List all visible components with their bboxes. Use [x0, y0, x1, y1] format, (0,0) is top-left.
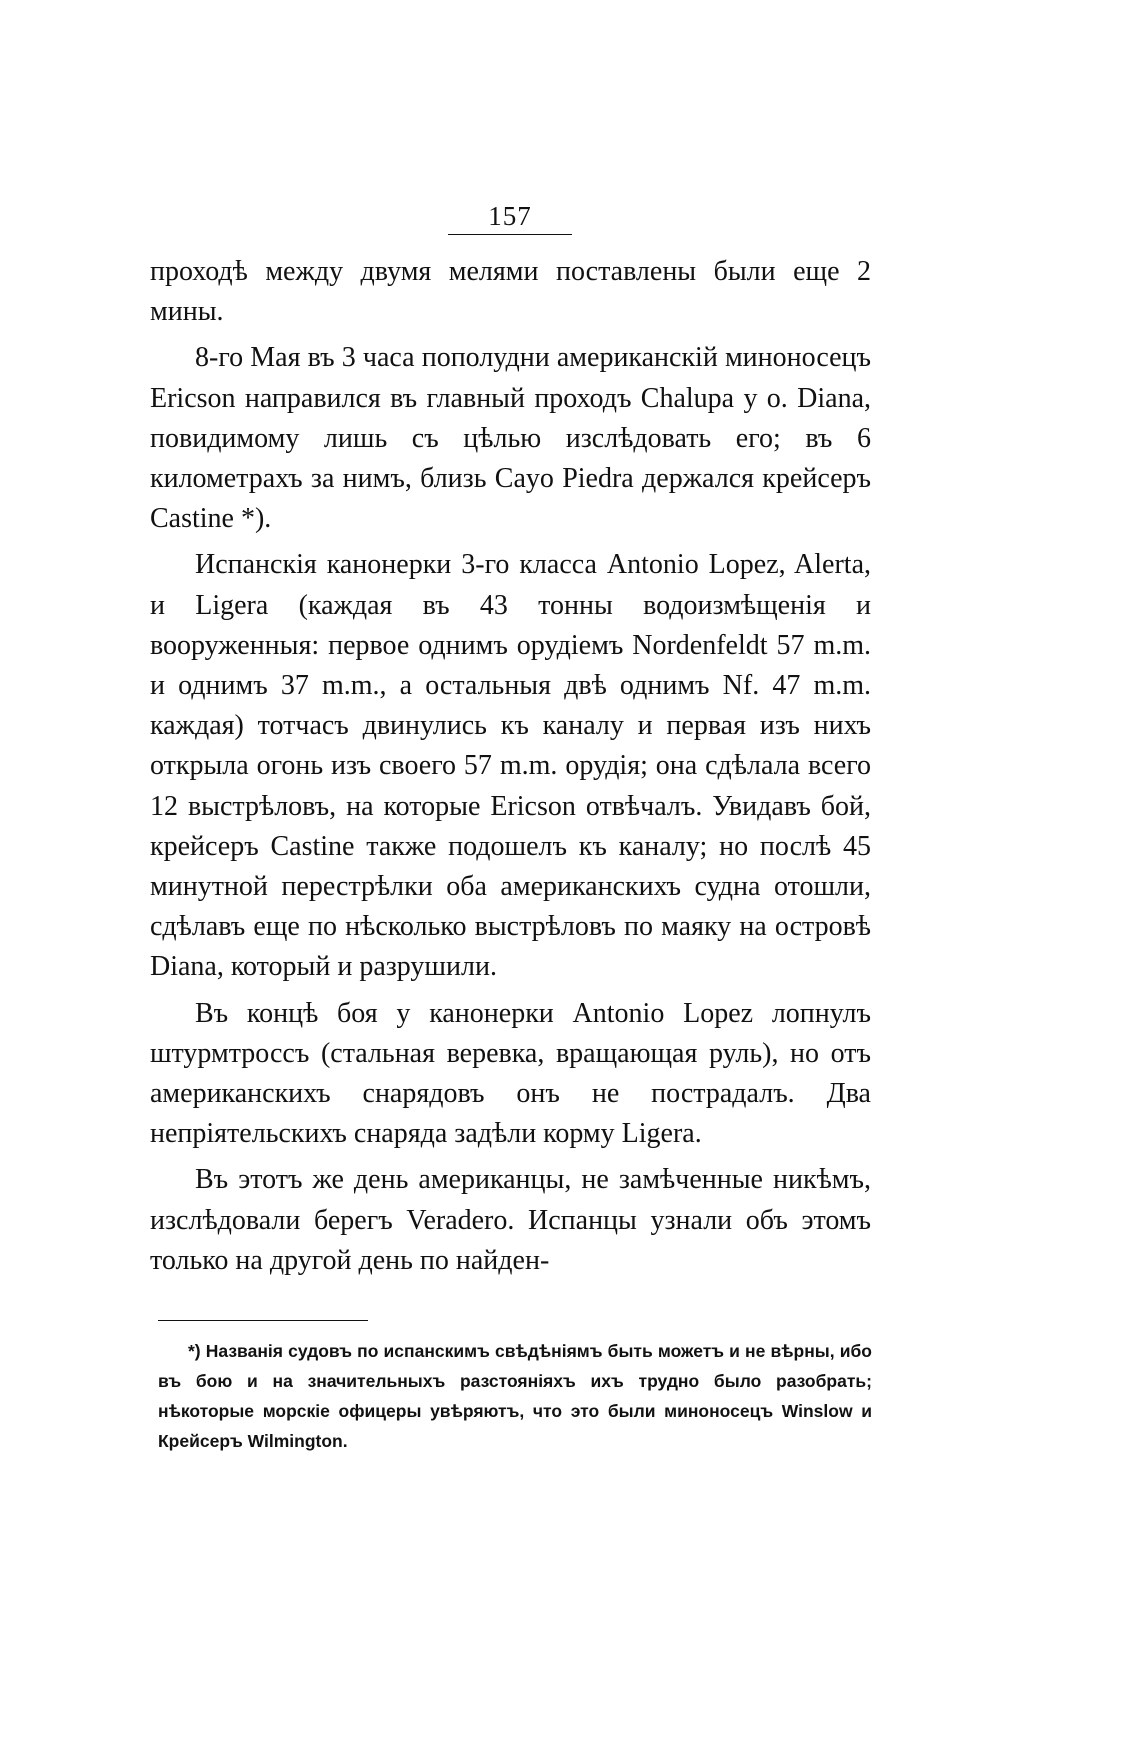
page-number: 157 [488, 201, 532, 231]
paragraph: 8-го Мая въ 3 часа пополудни американскій миноносецъ Ericson направился въ главный проходъ Chalupa у о. Diana, повидимому лишь съ цѣлью изслѣдовать его; въ 6 километрахъ за нимъ, близь Cayo Piedra держался крейсеръ Castine *). [150, 342, 871, 535]
footnote-rule [158, 1320, 368, 1321]
paragraph: Испанскія канонерки 3-го класса Antonio Lopez, Alerta, и Ligera (каждая въ 43 тонны водоизмѣщенія и вооруженныя: первое однимъ орудіемъ Nordenfeldt 57 m.m. и однимъ 37 m.m., а остальныя двѣ однимъ Nf. 47 m.m. каждая) тотчасъ двинулись къ каналу и первая изъ нихъ открыла огонь изъ своего 57 m.m. орудія; она сдѣлала всего 12 выстрѣловъ, на которые Ericson отвѣчалъ. Увидавъ бой, крейсеръ Castine также подошелъ къ каналу; но послѣ 45 минутной перестрѣлки оба американскихъ судна отошли, сдѣлавъ еще по нѣсколько выстрѣловъ по маяку на островѣ Diana, который и разрушили. [150, 549, 871, 983]
paragraph: Въ концѣ боя у канонерки Antonio Lopez лопнулъ штурмтроссъ (стальная веревка, вращающая руль), но отъ американскихъ снарядовъ онъ не пострадалъ. Два непріятельскихъ снаряда задѣли корму Ligera. [150, 997, 871, 1150]
paragraph: проходѣ между двумя мелями поставлены были еще 2 мины. [150, 256, 871, 328]
page-number-rule [448, 234, 572, 235]
footnote: *) Названія судовъ по испанскимъ свѣдѣніямъ быть можетъ и не вѣрны, ибо въ бою и на значительныхъ разстояніяхъ ихъ трудно было разобрать; нѣкоторые морскіе офицеры увѣряютъ, что это были миноносецъ Winslow и Крейсеръ Wilmington. [158, 1341, 872, 1451]
paragraph: Въ этотъ же день американцы, не замѣченные никѣмъ, изслѣдовали берегъ Veradero. Испанцы узнали объ этомъ только на другой день по найден- [150, 1164, 871, 1276]
main-text [150, 252, 871, 1281]
